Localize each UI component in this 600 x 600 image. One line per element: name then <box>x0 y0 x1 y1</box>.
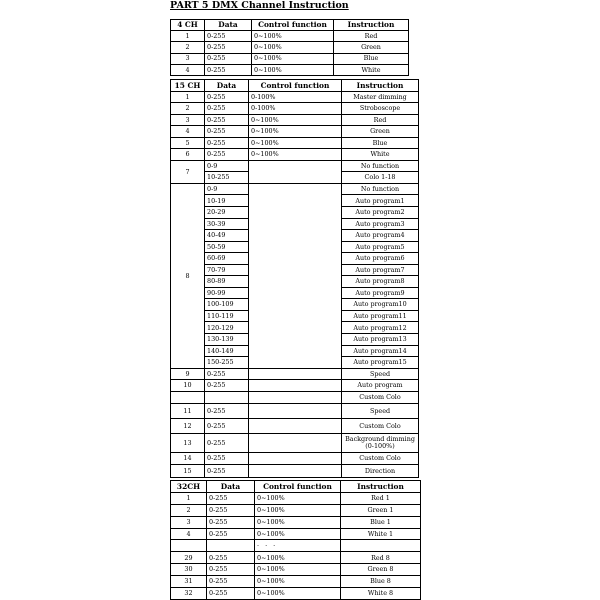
instruction-cell: Auto program2 <box>342 207 419 219</box>
data-cell: 40-49 <box>205 230 249 242</box>
data-cell: 0-255 <box>207 528 255 540</box>
control-cell: 0~100% <box>255 516 341 528</box>
data-cell: 70-79 <box>205 264 249 276</box>
channel-cell: 31 <box>171 576 207 588</box>
data-cell: 0-255 <box>205 114 249 126</box>
table-row <box>171 564 421 576</box>
data-cell: 0-255 <box>205 42 252 53</box>
channel-cell: 13 <box>171 433 205 452</box>
instruction-cell: Red 8 <box>341 552 421 564</box>
data-cell: 0-255 <box>207 504 255 516</box>
channel-cell: 32 <box>171 588 207 600</box>
instruction-cell: Auto program6 <box>342 253 419 265</box>
table-row <box>171 516 421 528</box>
control-cell: 0~100% <box>252 53 334 64</box>
control-cell <box>249 464 342 477</box>
header-channel: 15 CH <box>171 80 205 92</box>
channel-cell: 15 <box>171 464 205 477</box>
instruction-cell: Blue 1 <box>341 516 421 528</box>
data-cell: 0-255 <box>207 516 255 528</box>
data-cell: 100-109 <box>205 299 249 311</box>
data-cell: 0-255 <box>205 433 249 452</box>
header-instruction: Instruction <box>334 20 409 31</box>
table-row <box>171 452 419 464</box>
header-data: Data <box>205 20 252 31</box>
header-instruction: Instruction <box>342 80 419 92</box>
instruction-cell: Background dimming (0-100%) <box>342 433 419 452</box>
table-row <box>171 64 409 75</box>
data-cell <box>205 391 249 403</box>
data-cell: 120-129 <box>205 322 249 334</box>
table-row <box>171 552 421 564</box>
instruction-cell: Auto program11 <box>342 310 419 322</box>
channel-cell: 3 <box>171 516 207 528</box>
channel-cell: 4 <box>171 126 205 138</box>
control-cell <box>249 452 342 464</box>
instruction-cell: White 1 <box>341 528 421 540</box>
data-cell: 80-89 <box>205 276 249 288</box>
data-cell: 0-255 <box>205 91 249 103</box>
data-cell: 0-255 <box>205 464 249 477</box>
instruction-cell: Blue 8 <box>341 576 421 588</box>
instruction-cell: Auto program14 <box>342 345 419 357</box>
header-channel: 4 CH <box>171 20 205 31</box>
instruction-cell: Speed <box>342 368 419 380</box>
data-cell <box>207 540 255 552</box>
control-cell: 0~100% <box>252 42 334 53</box>
table-row <box>171 368 419 380</box>
instruction-cell: Auto program1 <box>342 195 419 207</box>
data-cell: 0-255 <box>205 149 249 161</box>
channel-cell: 10 <box>171 380 205 392</box>
channel-cell: 30 <box>171 564 207 576</box>
table-header-row <box>171 80 419 92</box>
control-cell <box>249 403 342 418</box>
data-cell: 0-255 <box>207 588 255 600</box>
table-header-row <box>171 20 409 31</box>
data-cell: 0-255 <box>205 31 252 42</box>
channel-cell <box>171 540 207 552</box>
control-cell <box>249 183 342 368</box>
instruction-cell: Green <box>334 42 409 53</box>
data-cell: 0-255 <box>205 126 249 138</box>
data-cell: 140-149 <box>205 345 249 357</box>
data-cell: 0-255 <box>205 64 252 75</box>
table-row <box>171 528 421 540</box>
data-cell: 0-255 <box>205 403 249 418</box>
instruction-cell: Auto program10 <box>342 299 419 311</box>
table-row <box>171 464 419 477</box>
table-row <box>171 91 419 103</box>
instruction-cell: Custom Colo <box>342 391 419 403</box>
data-cell: 150-255 <box>205 357 249 369</box>
instruction-cell: Blue <box>342 137 419 149</box>
control-cell: 0~100% <box>252 64 334 75</box>
control-cell: 0~100% <box>255 588 341 600</box>
data-cell: 0-255 <box>205 452 249 464</box>
data-cell: 20-29 <box>205 207 249 219</box>
control-cell <box>249 380 342 392</box>
table-row <box>171 433 419 452</box>
table-row <box>171 149 419 161</box>
data-cell: 10-19 <box>205 195 249 207</box>
table-row <box>171 504 421 516</box>
instruction-cell: Stroboscope <box>342 103 419 115</box>
table-row <box>171 576 421 588</box>
data-cell: 130-139 <box>205 334 249 346</box>
header-control-function: Control function <box>252 20 334 31</box>
data-cell: 0-9 <box>205 160 249 172</box>
channel-cell: 1 <box>171 91 205 103</box>
header-instruction: Instruction <box>341 481 421 493</box>
ellipsis-cell: · · · <box>255 540 341 552</box>
instruction-cell: Auto program8 <box>342 276 419 288</box>
table-row <box>171 403 419 418</box>
table-row <box>171 126 419 138</box>
table-row <box>171 114 419 126</box>
data-cell: 60-69 <box>205 253 249 265</box>
data-cell: 110-119 <box>205 310 249 322</box>
data-cell: 0-255 <box>205 103 249 115</box>
channel-cell: 9 <box>171 368 205 380</box>
table-row <box>171 588 421 600</box>
table-4ch <box>170 19 409 76</box>
channel-cell: 2 <box>171 42 205 53</box>
channel-cell: 11 <box>171 403 205 418</box>
data-cell: 0-255 <box>205 418 249 433</box>
instruction-cell: Speed <box>342 403 419 418</box>
instruction-cell: Custom Colo <box>342 418 419 433</box>
table-32ch <box>170 480 421 600</box>
channel-cell: 1 <box>171 492 207 504</box>
channel-cell <box>171 391 205 403</box>
data-cell: 0-255 <box>207 576 255 588</box>
channel-cell: 5 <box>171 137 205 149</box>
header-channel: 32CH <box>171 481 207 493</box>
instruction-cell: Green 8 <box>341 564 421 576</box>
instruction-cell: Direction <box>342 464 419 477</box>
channel-cell: 6 <box>171 149 205 161</box>
table-row <box>171 540 421 552</box>
control-cell: 0~100% <box>255 564 341 576</box>
instruction-cell <box>341 540 421 552</box>
control-cell: 0~100% <box>249 114 342 126</box>
data-cell: 0-255 <box>205 380 249 392</box>
control-cell: 0~100% <box>249 126 342 138</box>
header-control-function: Control function <box>249 80 342 92</box>
table-row <box>171 42 409 53</box>
instruction-cell: Colo 1-18 <box>342 172 419 184</box>
instruction-cell: Red <box>334 31 409 42</box>
control-cell: 0~100% <box>255 528 341 540</box>
instruction-cell: Auto program12 <box>342 322 419 334</box>
header-data: Data <box>205 80 249 92</box>
control-cell: 0~100% <box>249 149 342 161</box>
channel-cell: 8 <box>171 183 205 368</box>
instruction-cell: Auto program5 <box>342 241 419 253</box>
instruction-cell: Green 1 <box>341 504 421 516</box>
control-cell <box>249 433 342 452</box>
instruction-cell: No function <box>342 160 419 172</box>
data-cell: 10-255 <box>205 172 249 184</box>
channel-cell: 4 <box>171 64 205 75</box>
table-row <box>171 380 419 392</box>
control-cell: 0~100% <box>255 552 341 564</box>
instruction-cell: No function <box>342 183 419 195</box>
table-row <box>171 31 409 42</box>
table-header-row <box>171 481 421 493</box>
table-row <box>171 418 419 433</box>
table-row <box>171 183 419 195</box>
data-cell: 0-255 <box>205 53 252 64</box>
instruction-cell: White <box>342 149 419 161</box>
table-row <box>171 391 419 403</box>
channel-cell: 29 <box>171 552 207 564</box>
instruction-cell: Auto program15 <box>342 357 419 369</box>
channel-cell: 3 <box>171 114 205 126</box>
instruction-cell: Auto program <box>342 380 419 392</box>
control-cell: 0~100% <box>255 576 341 588</box>
data-cell: 0-255 <box>207 492 255 504</box>
control-cell <box>249 368 342 380</box>
instruction-cell: Blue <box>334 53 409 64</box>
control-cell: 0~100% <box>255 492 341 504</box>
instruction-cell: Custom Colo <box>342 452 419 464</box>
data-cell: 0-255 <box>205 368 249 380</box>
data-cell: 0-255 <box>207 564 255 576</box>
instruction-cell: White <box>334 64 409 75</box>
control-cell: 0~100% <box>252 31 334 42</box>
channel-cell: 2 <box>171 504 207 516</box>
instruction-cell: White 8 <box>341 588 421 600</box>
instruction-cell: Auto program4 <box>342 230 419 242</box>
header-data: Data <box>207 481 255 493</box>
data-cell: 50-59 <box>205 241 249 253</box>
table-row <box>171 492 421 504</box>
page-title: PART 5 DMX Channel Instruction <box>170 0 349 11</box>
control-cell: 0~100% <box>249 137 342 149</box>
channel-cell: 1 <box>171 31 205 42</box>
channel-cell: 2 <box>171 103 205 115</box>
table-row <box>171 53 409 64</box>
instruction-cell: Auto program13 <box>342 334 419 346</box>
control-cell: 0-100% <box>249 103 342 115</box>
table-row <box>171 137 419 149</box>
channel-cell: 4 <box>171 528 207 540</box>
instruction-cell: Auto program9 <box>342 287 419 299</box>
control-cell <box>249 160 342 183</box>
data-cell: 0-255 <box>207 552 255 564</box>
control-cell: 0~100% <box>255 504 341 516</box>
data-cell: 0-255 <box>205 137 249 149</box>
instruction-cell: Green <box>342 126 419 138</box>
data-cell: 0-9 <box>205 183 249 195</box>
data-cell: 90-99 <box>205 287 249 299</box>
data-cell: 30-39 <box>205 218 249 230</box>
channel-cell: 12 <box>171 418 205 433</box>
control-cell <box>249 418 342 433</box>
instruction-cell: Auto program3 <box>342 218 419 230</box>
header-control-function: Control function <box>255 481 341 493</box>
table-row <box>171 103 419 115</box>
control-cell <box>249 391 342 403</box>
instruction-cell: Auto program7 <box>342 264 419 276</box>
instruction-cell: Master dimming <box>342 91 419 103</box>
control-cell: 0-100% <box>249 91 342 103</box>
table-15ch <box>170 79 419 478</box>
instruction-cell: Red 1 <box>341 492 421 504</box>
table-row <box>171 160 419 172</box>
channel-cell: 3 <box>171 53 205 64</box>
channel-cell: 14 <box>171 452 205 464</box>
instruction-cell: Red <box>342 114 419 126</box>
channel-cell: 7 <box>171 160 205 183</box>
